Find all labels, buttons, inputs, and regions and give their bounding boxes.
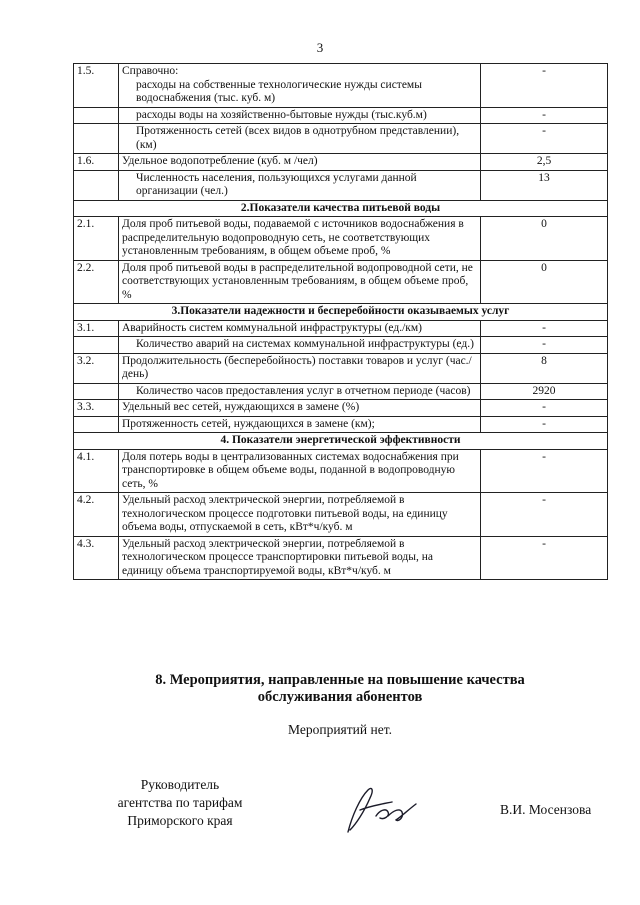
row-number: 2.1. [74, 217, 119, 261]
row-value: 2,5 [481, 154, 608, 171]
row-number: 1.5. [74, 64, 119, 108]
page-number: 3 [316, 40, 324, 55]
row-value: 0 [481, 260, 608, 304]
section-heading-line1: 8. Мероприятия, направленные на повышение качества [155, 672, 525, 688]
row-description [119, 320, 481, 337]
row-description-sub: Численность населения, пользующихся услугами данной организации (чел.) [136, 171, 417, 197]
row-description-main: Доля проб питьевой воды, подаваемой с источников водоснабжения в распределительную водопроводную сеть, не соответствующих установленным требованиям, в общем объеме проб, % [122, 218, 464, 257]
row-description-main: Протяженность сетей, нуждающихся в замене (км); [122, 417, 375, 430]
row-description [119, 493, 481, 537]
row-description-main: Доля проб питьевой воды в распределительной водопроводной сети, не соответствующих установленным требованиям, в общем объеме проб, % [122, 261, 473, 301]
table-row [74, 154, 608, 171]
section-row [74, 433, 608, 450]
table-row [74, 107, 608, 124]
row-value: - [481, 320, 608, 337]
row-description-main: Удельный вес сетей, нуждающихся в замене (%) [122, 401, 360, 413]
row-value: 0 [481, 217, 608, 261]
row-value: - [481, 493, 608, 537]
section-title: 3.Показатели надежности и бесперебойности оказываемых услуг [74, 304, 608, 321]
row-number: 3.1. [74, 320, 119, 337]
row-value: 2920 [481, 383, 608, 400]
row-description-main: Доля потерь воды в централизованных системах водоснабжения при транспортировке в общем объеме воды, поданной в водопроводную сеть, % [122, 450, 459, 490]
row-description [119, 536, 481, 580]
row-number: 4.1. [74, 449, 119, 493]
row-description-sub: расходы воды на хозяйственно-бытовые нужды (тыс.куб.м) [136, 108, 427, 121]
row-description [119, 449, 481, 493]
row-description [119, 400, 481, 417]
row-description [119, 154, 481, 171]
row-description-sub: Количество аварий на системах коммунальной инфраструктуры (ед.) [136, 338, 474, 350]
row-description-main: Удельный расход электрической энергии, потребляемой в технологическом процессе подготовки питьевой воды, на единицу объема воды, отпускаемой в сеть, кВт*ч/куб. м [122, 494, 448, 533]
table-row [74, 217, 608, 261]
table-row [74, 416, 608, 433]
row-description-sub: расходы на собственные технологические нужды системы водоснабжения (тыс. куб. м) [136, 78, 422, 104]
row-description [119, 107, 481, 124]
table-row [74, 64, 608, 108]
table-row [74, 400, 608, 417]
section-title: 2.Показатели качества питьевой воды [74, 200, 608, 217]
row-value: - [481, 64, 608, 108]
table-row [74, 493, 608, 537]
row-value: - [481, 337, 608, 354]
table-row [74, 353, 608, 383]
row-number [74, 416, 119, 433]
row-value: - [481, 416, 608, 433]
section-heading [0, 672, 640, 706]
signer-title [90, 776, 270, 830]
row-value: - [481, 400, 608, 417]
table-row [74, 170, 608, 200]
row-description [119, 260, 481, 304]
row-description-main: Удельное водопотребление (куб. м /чел) [122, 155, 318, 167]
handwritten-signature [330, 780, 430, 840]
row-value: 8 [481, 353, 608, 383]
row-number: 2.2. [74, 260, 119, 304]
section-heading-line2: обслуживания абонентов [257, 689, 423, 705]
row-number [74, 337, 119, 354]
row-description [119, 64, 481, 108]
row-description-sub: Протяженность сетей (всех видов в однотрубном представлении), (км) [136, 125, 460, 151]
table-row [74, 260, 608, 304]
row-description [119, 383, 481, 400]
table-row [74, 449, 608, 493]
signer-title-line1: Руководитель [140, 777, 220, 792]
no-events-text: Мероприятий нет. [288, 722, 392, 737]
section-title: 4. Показатели энергетической эффективности [74, 433, 608, 450]
section-row [74, 200, 608, 217]
table-row [74, 383, 608, 400]
row-value: 13 [481, 170, 608, 200]
row-number [74, 383, 119, 400]
row-value: - [481, 124, 608, 154]
row-number [74, 170, 119, 200]
row-value: - [481, 107, 608, 124]
row-value: - [481, 536, 608, 580]
row-number: 4.3. [74, 536, 119, 580]
row-number [74, 124, 119, 154]
row-number: 3.2. [74, 353, 119, 383]
row-description-main: Продолжительность (бесперебойность) поставки товаров и услуг (час./день) [122, 354, 472, 380]
row-description-main: Справочно: [122, 65, 179, 77]
table-row [74, 337, 608, 354]
row-description [119, 217, 481, 261]
row-number: 1.6. [74, 154, 119, 171]
row-number: 3.3. [74, 400, 119, 417]
row-description-main: Аварийность систем коммунальной инфраструктуры (ед./км) [122, 321, 422, 334]
section-row [74, 304, 608, 321]
row-description-main: Удельный расход электрической энергии, потребляемой в технологическом процессе транспортировки питьевой воды, на единицу объема транспортируемой воды, кВт*ч/куб. м [122, 537, 434, 577]
row-number: 4.2. [74, 493, 119, 537]
table-row [74, 124, 608, 154]
row-description [119, 416, 481, 433]
row-description [119, 353, 481, 383]
row-description [119, 124, 481, 154]
row-description-sub: Количество часов предоставления услуг в отчетном периоде (часов) [136, 384, 471, 397]
row-description [119, 170, 481, 200]
indicators-table [73, 63, 608, 580]
row-number [74, 107, 119, 124]
table-row [74, 320, 608, 337]
signer-name: В.И. Мосензова [500, 802, 592, 817]
row-value: - [481, 449, 608, 493]
table-row [74, 536, 608, 580]
row-description [119, 337, 481, 354]
signer-title-line3: Приморского края [127, 813, 233, 828]
signer-title-line2: агентства по тарифам [117, 795, 243, 810]
